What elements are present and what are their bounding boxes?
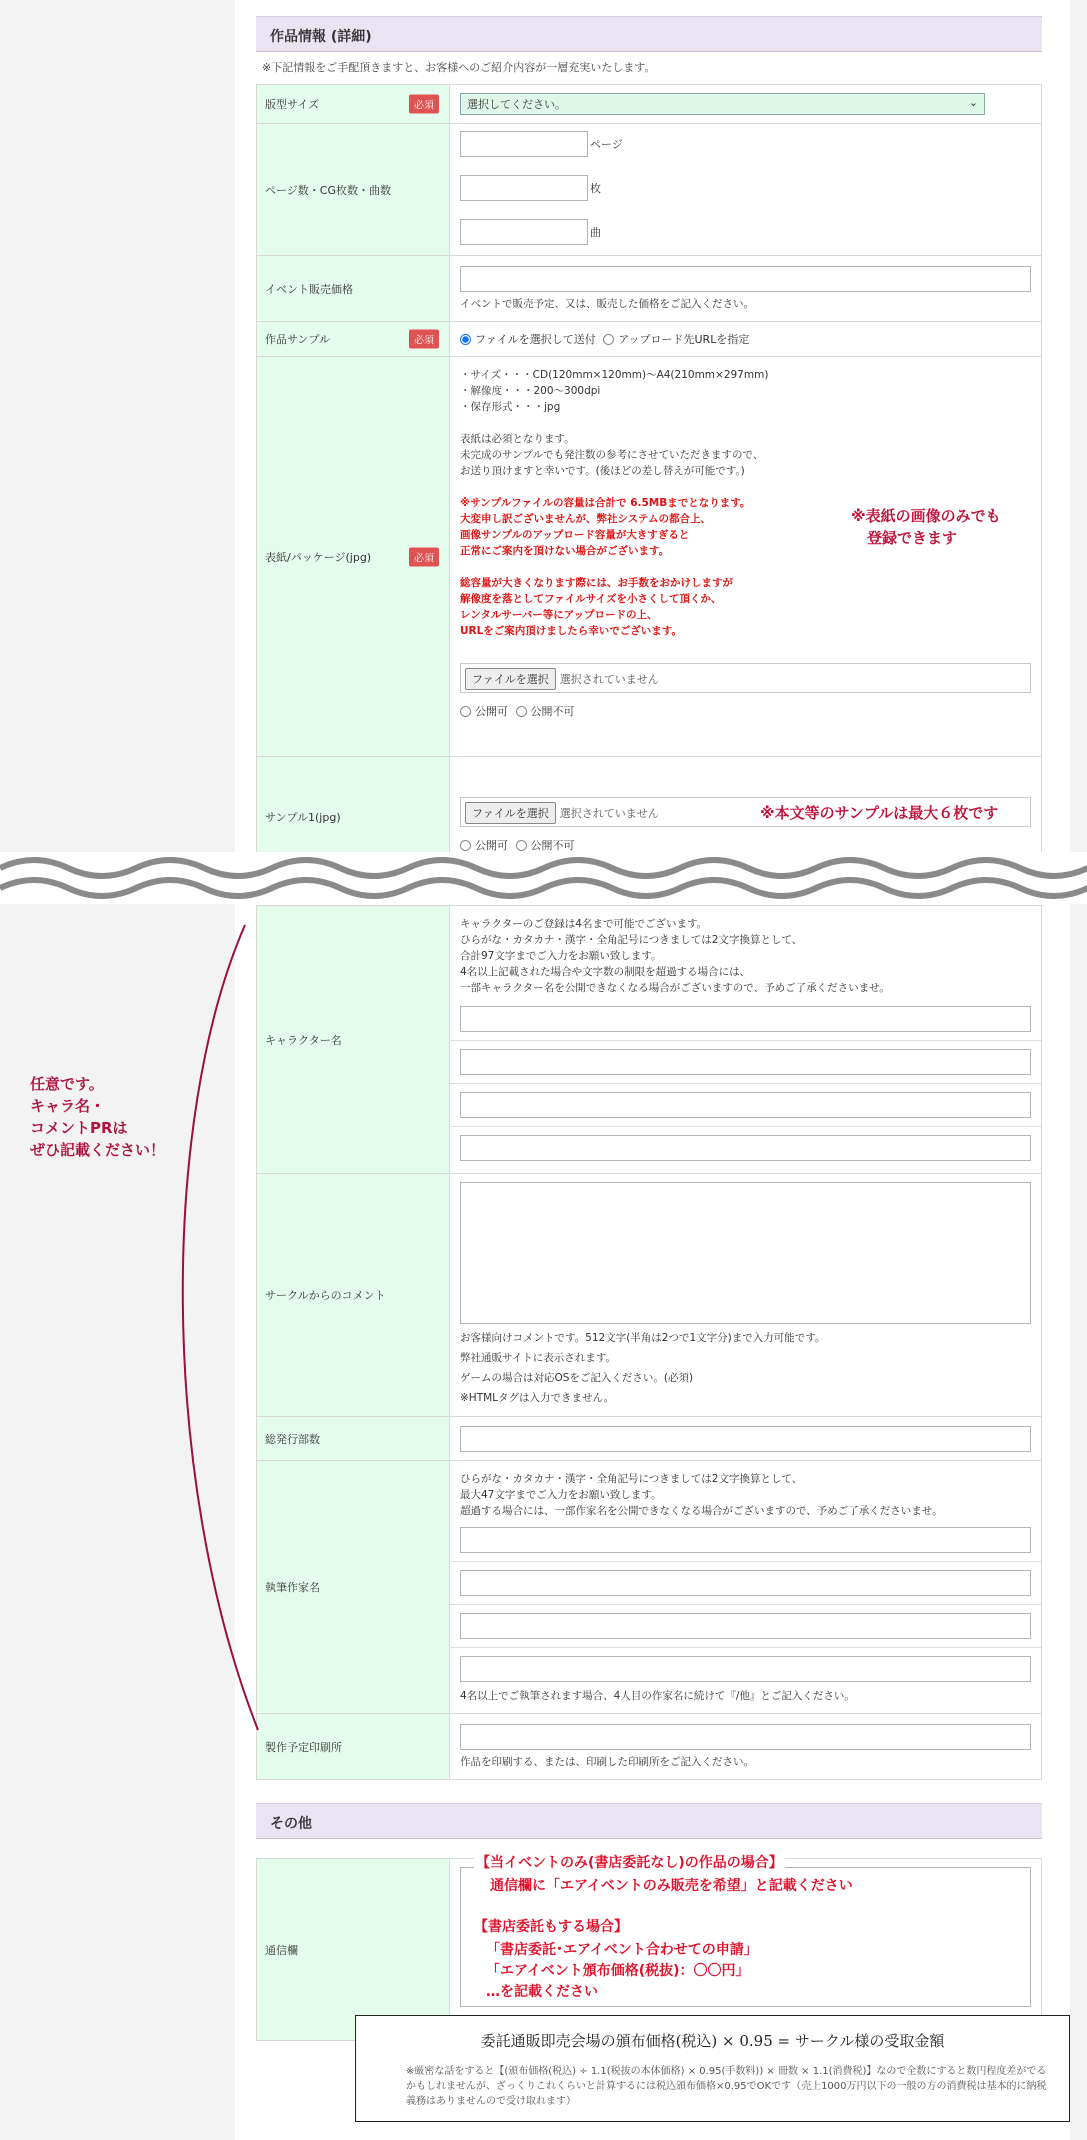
section-title: その他 xyxy=(270,1816,312,1832)
comment-hint-1: お客様向けコメントです。512文字(半角は2つで1文字分)まで入力可能です。 xyxy=(460,1332,826,1344)
cover-file-status: 選択されていません xyxy=(559,673,659,686)
formula-title: 委託通販即売会場の頒布価格(税込) × 0.95 = サークル様の受取金額 xyxy=(480,2032,945,2050)
character-name-input-2[interactable] xyxy=(460,1049,1031,1075)
author-name-input-1[interactable] xyxy=(460,1527,1031,1553)
comment-textarea[interactable] xyxy=(460,1182,1031,1324)
label-issue: 総発行部数 xyxy=(265,1432,320,1446)
cover-public-ok-radio[interactable] xyxy=(460,706,471,717)
section-header-details xyxy=(256,16,1042,52)
annotation-left-4: ぜひ記載ください！ xyxy=(30,1141,166,1159)
authors-hint-3: 超過する場合には、一部作家名を公開できなくなる場合がございますので、予めご了承くださいませ。 xyxy=(460,1505,943,1517)
label-pages: ページ数・CG枚数・曲数 xyxy=(265,183,391,197)
cover-warn-2: 大変申し訳ございませんが、弊社システムの都合上、 xyxy=(460,513,711,525)
annotation-left-3: コメントPRは xyxy=(30,1119,128,1137)
formula-box xyxy=(355,2015,1070,2122)
required-badge: 必須 xyxy=(409,330,439,349)
sheets-input[interactable] xyxy=(460,175,588,201)
cover-warn-5: 総容量が大きくなります際には、お手数をおかけしますが xyxy=(460,577,733,589)
annotation-cover-2: 登録できます xyxy=(867,529,958,547)
sample1-public-ok-radio[interactable] xyxy=(460,840,471,851)
character-name-input-1[interactable] xyxy=(460,1006,1031,1032)
comment-hint-3: ゲームの場合は対応OSをご記入ください。(必須) xyxy=(460,1372,694,1384)
comm-note-a1: 【当イベントのみ(書店委託なし)の作品の場合】 xyxy=(476,1855,783,1871)
size-select-value: 選択してください。 xyxy=(467,98,566,111)
sample-opt-file: ファイルを選択して送付 xyxy=(475,333,596,346)
required-badge: 必須 xyxy=(409,547,439,566)
row-cover xyxy=(257,357,1042,757)
annotation-left-2: キャラ名・ xyxy=(30,1097,106,1115)
row-comment xyxy=(257,1174,1042,1417)
label-authors: 執筆作家名 xyxy=(265,1581,320,1594)
comm-note-a2: 通信欄に「エアイベントのみ販売を希望」と記載ください xyxy=(490,1878,853,1894)
wave-icon xyxy=(0,852,1087,904)
cover-file-input[interactable] xyxy=(460,663,1031,693)
character-name-input-4[interactable] xyxy=(460,1135,1031,1161)
row-issue xyxy=(257,1417,1042,1461)
chars-hint-3: 合計97文字までご入力をお願い致します。 xyxy=(460,950,662,962)
label-sample1: サンプル1(jpg) xyxy=(265,810,341,824)
cover-warn-7: レンタルサーバー等にアップロードの上、 xyxy=(460,609,658,621)
authors-hint-1: ひらがな・カタカナ・漢字・全角記号につきましては2文字換算として、 xyxy=(460,1473,803,1485)
comment-hint-4: ※HTMLタグは入力できません。 xyxy=(460,1392,615,1404)
cover-spec-dpi: ・解像度・・・200～300dpi xyxy=(460,385,601,397)
label-printer: 製作予定印刷所 xyxy=(265,1740,342,1754)
row-size xyxy=(257,85,1042,124)
annotation-left-1: 任意です。 xyxy=(30,1075,104,1093)
authors-foot: 4名以上でご執筆されます場合、4人目の作家名に続けて『/他』とご記入ください。 xyxy=(460,1690,855,1702)
author-name-input-4[interactable] xyxy=(460,1656,1031,1682)
cover-spec-format: ・保存形式・・・jpg xyxy=(460,401,561,413)
label-size: 版型サイズ xyxy=(265,98,320,111)
size-select[interactable] xyxy=(460,93,985,115)
sample1-file-button[interactable]: ファイルを選択 xyxy=(465,802,556,824)
unit-sheets: 枚 xyxy=(590,181,601,195)
cover-p2: 未完成のサンプルでも発注数の参考にさせていただきますので、 xyxy=(460,449,764,461)
row-characters xyxy=(257,906,1042,1174)
bracket-curve-icon xyxy=(160,920,270,1740)
printer-input[interactable] xyxy=(460,1724,1031,1750)
label-sample: 作品サンプル xyxy=(265,333,331,346)
price-hint: イベントで販売予定、又は、販売した価格をご記入ください。 xyxy=(460,297,754,310)
character-name-input-3[interactable] xyxy=(460,1092,1031,1118)
annotation-cover-1: ※表紙の画像のみでも xyxy=(851,507,1001,525)
details-form-top xyxy=(256,84,1042,877)
songs-input[interactable] xyxy=(460,219,588,245)
cover-p3: お送り頂けますと幸いです。(後ほどの差し替えが可能です。) xyxy=(460,465,745,477)
chars-hint-2: ひらがな・カタカナ・漢字・全角記号につきましては2文字換算として、 xyxy=(460,934,803,946)
sample1-public-ng: 公開不可 xyxy=(530,839,575,852)
comment-hint-2: 弊社通販サイトに表示されます。 xyxy=(460,1352,616,1364)
comm-note-b3: 「エアイベント頒布価格(税抜)：〇〇円」 xyxy=(486,1963,750,1979)
sample1-public-ok: 公開可 xyxy=(475,839,508,852)
authors-hint-2: 最大47文字までご入力をお願い致します。 xyxy=(460,1489,662,1501)
author-name-input-3[interactable] xyxy=(460,1613,1031,1639)
label-cover: 表紙/パッケージ(jpg) xyxy=(265,550,372,564)
row-pages xyxy=(257,124,1042,256)
cover-warn-8: URLをご案内頂けましたら幸いでございます。 xyxy=(460,625,682,637)
label-comment: サークルからのコメント xyxy=(265,1289,386,1302)
author-name-input-2[interactable] xyxy=(460,1570,1031,1596)
row-price xyxy=(257,256,1042,322)
formula-subnote: ※厳密な話をすると【(頒布価格(税込) ÷ 1.1(税抜の本体価格) × 0.95(手数料)) × 冊数 × 1.1(消費税)】なので全数にすると数円程度差がでるかもしれませんが、ざっくりこれくらいと計算するには税込頒布価格×0.95でOKです（売上1000万円以下の一般の方の消費税は基本的に納税義務はありませんので受け取れます） xyxy=(406,2066,1047,2107)
label-characters: キャラクター名 xyxy=(265,1033,342,1047)
cover-public-ng: 公開不可 xyxy=(530,705,575,718)
label-price: イベント販売価格 xyxy=(265,282,353,296)
comm-note-b1: 【書店委託もする場合】 xyxy=(474,1919,628,1935)
printer-hint: 作品を印刷する、または、印刷した印刷所をご記入ください。 xyxy=(460,1755,754,1768)
comm-note-b2: 「書店委託･エアイベント合わせての申請」 xyxy=(486,1942,758,1958)
chars-hint-5: 一部キャラクター名を公開できなくなる場合がございますので、予めご了承くださいませ。 xyxy=(460,982,890,994)
price-input[interactable] xyxy=(460,266,1031,292)
section-title: 作品情報 (詳細) xyxy=(270,29,372,45)
comm-note-b4: …を記載ください xyxy=(486,1984,598,2000)
cover-public-ok: 公開可 xyxy=(475,705,508,718)
sample1-file-status: 選択されていません xyxy=(559,807,659,820)
row-authors xyxy=(257,1461,1042,1714)
annotation-sample-limit: ※本文等のサンプルは最大６枚です xyxy=(760,804,999,822)
issue-input[interactable] xyxy=(460,1426,1031,1452)
cover-spec-size: ・サイズ・・・CD(120mm×120mm)～A4(210mm×297mm) xyxy=(460,369,769,381)
cover-p1: 表紙は必須となります。 xyxy=(460,433,575,445)
cover-public-ng-radio[interactable] xyxy=(516,706,527,717)
chars-hint-4: 4名以上記載された場合や文字数の制限を超過する場合には、 xyxy=(460,966,751,978)
section-note: ※下記情報をご手配頂きますと、お客様へのご紹介内容が一層充実いたします。 xyxy=(262,61,656,74)
cover-warn-6: 解像度を落としてファイルサイズを小さくして頂くか、 xyxy=(460,593,722,605)
cover-warn-1: ※サンプルファイルの容量は合計で 6.5MBまでとなります。 xyxy=(460,497,751,509)
cover-warn-3: 画像サンプルのアップロード容量が大きすぎると xyxy=(460,529,690,541)
sample-radio-url[interactable] xyxy=(603,334,614,345)
chars-hint-1: キャラクターのご登録は4名まで可能でございます。 xyxy=(460,918,708,930)
required-badge: 必須 xyxy=(409,95,439,114)
unit-songs: 曲 xyxy=(590,225,601,239)
row-sample xyxy=(257,322,1042,357)
label-comm: 通信欄 xyxy=(265,1943,298,1957)
sample1-public-ng-radio[interactable] xyxy=(516,840,527,851)
pages-input[interactable] xyxy=(460,131,588,157)
unit-pages: ページ xyxy=(590,137,623,151)
chevron-down-icon: ⌄ xyxy=(968,96,978,109)
sample-radio-file[interactable] xyxy=(460,334,471,345)
cover-file-button[interactable]: ファイルを選択 xyxy=(465,668,556,690)
section-header-other xyxy=(256,1803,1042,1839)
cover-warn-4: 正常にご案内を頂けない場合がございます。 xyxy=(460,545,670,557)
row-printer xyxy=(257,1714,1042,1780)
details-form-bottom xyxy=(256,905,1042,1780)
page-cut-divider xyxy=(0,852,1087,904)
sample-opt-url: アップロード先URLを指定 xyxy=(618,333,750,346)
